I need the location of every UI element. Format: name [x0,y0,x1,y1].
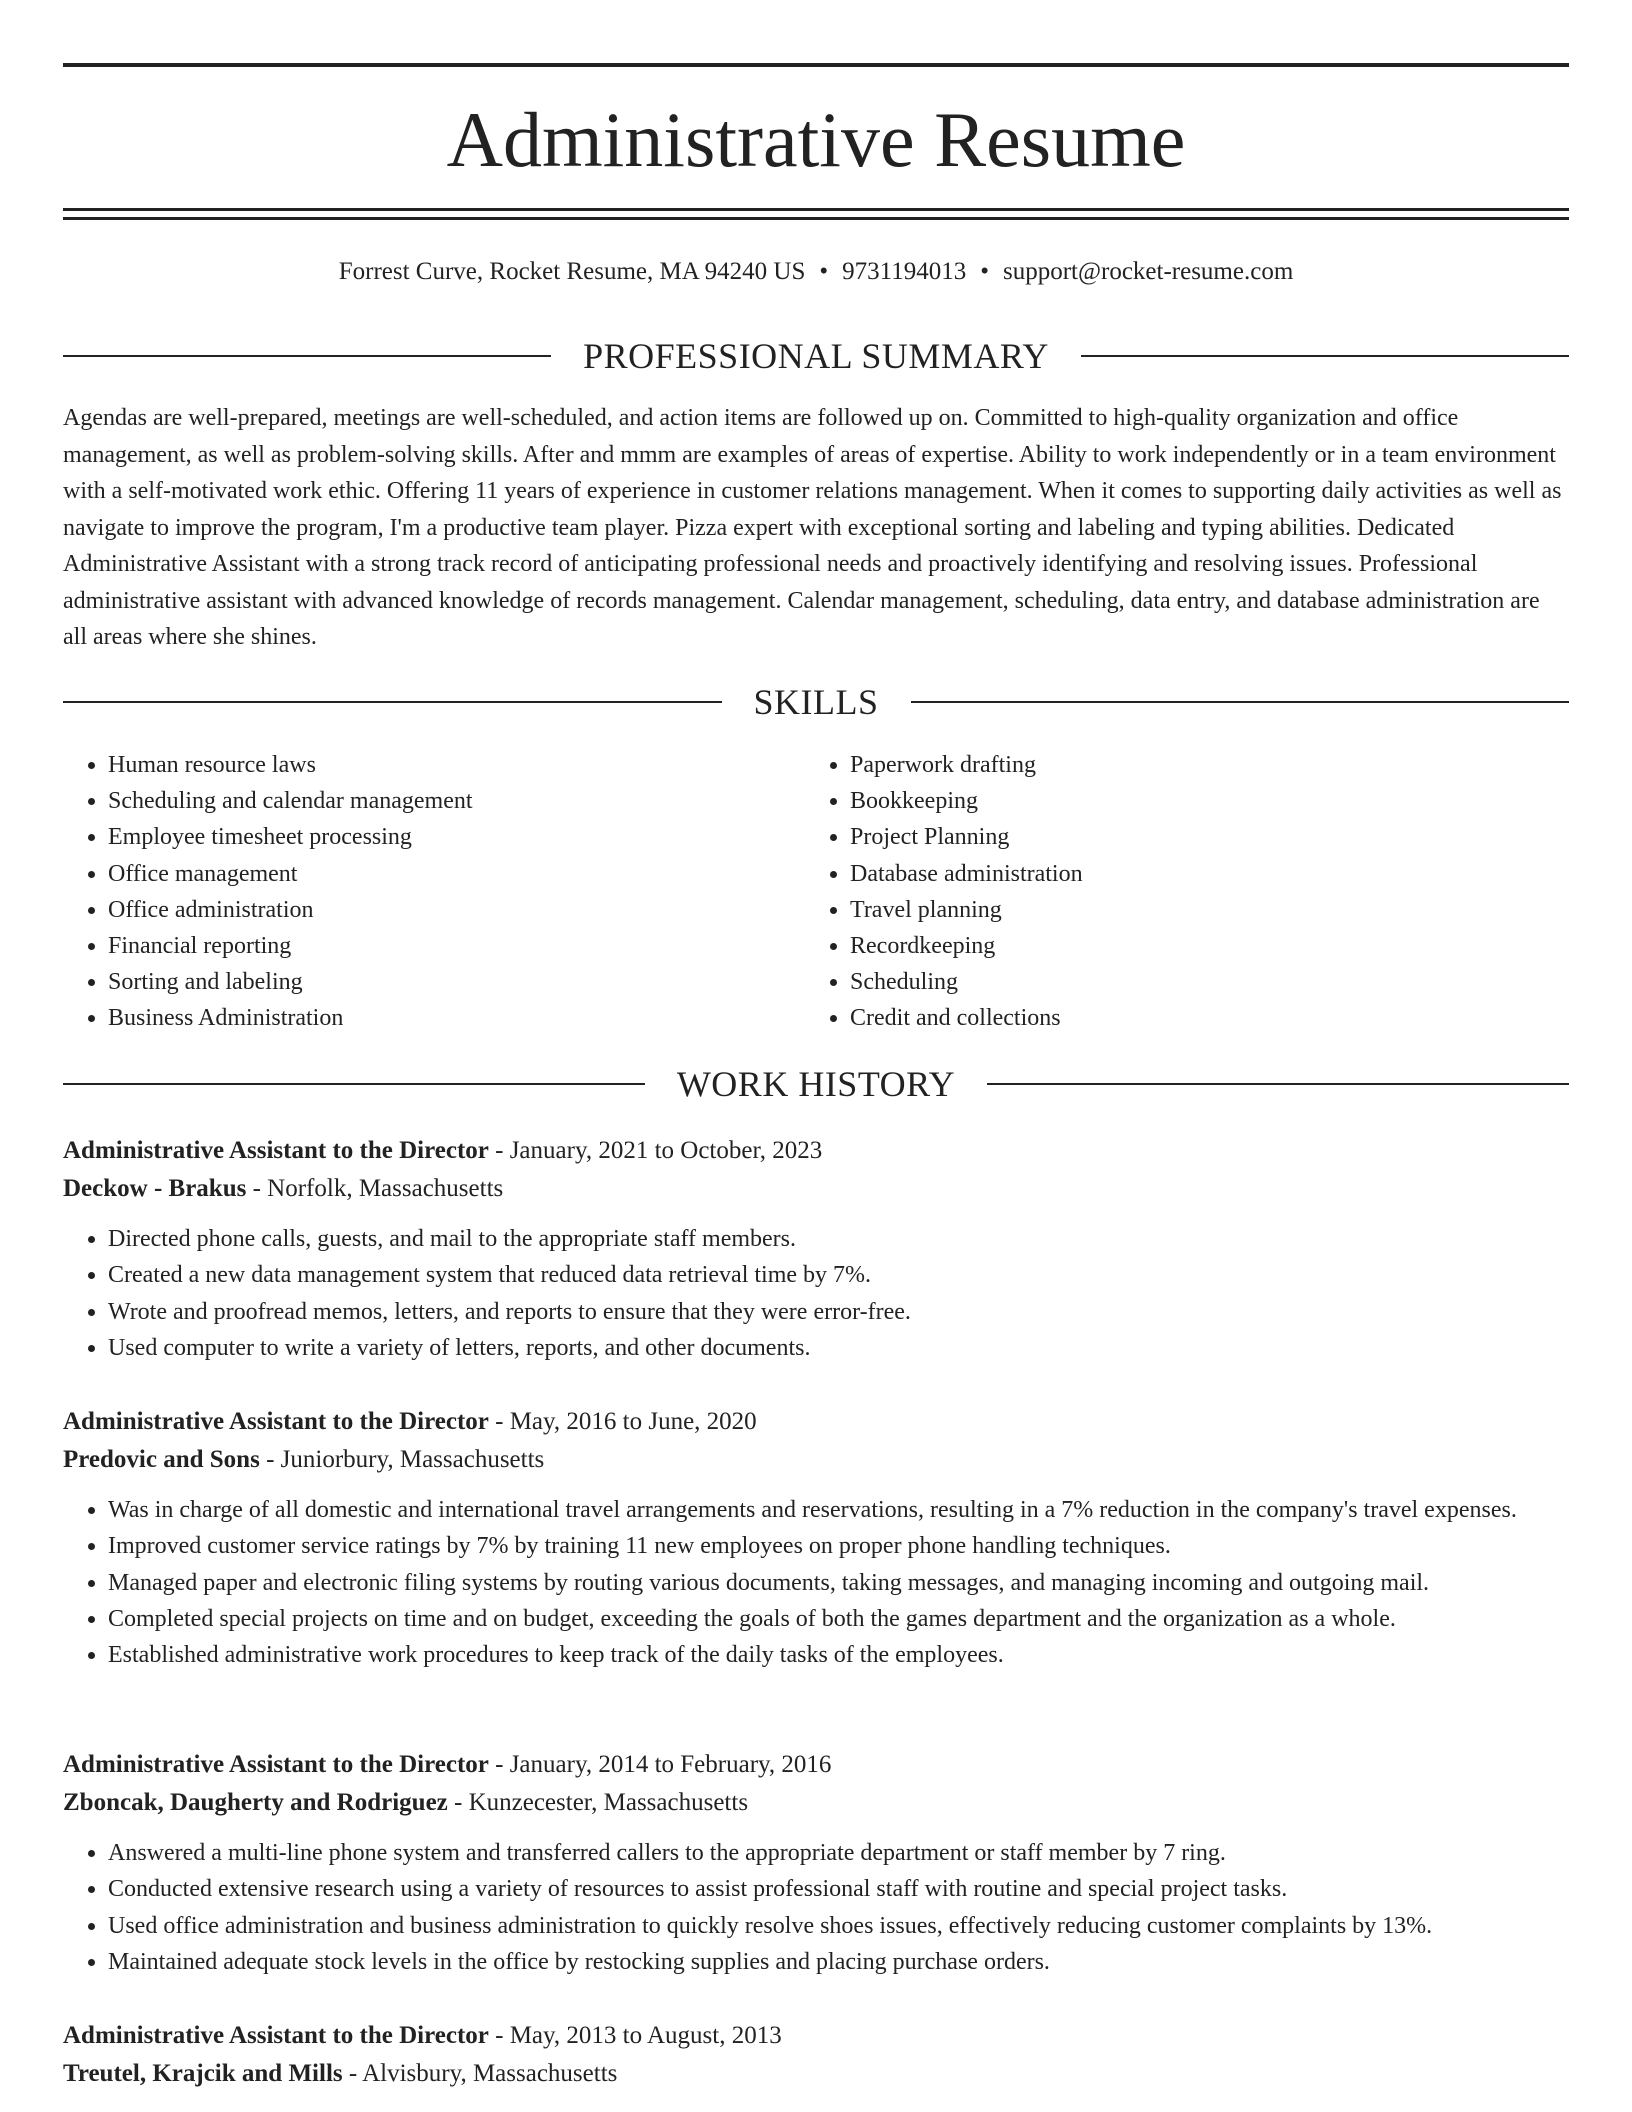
work-heading-text: WORK HISTORY [676,1064,956,1104]
skills-list-left [63,747,805,1037]
contact-separator: • [980,258,989,285]
top-rule [63,63,1569,67]
job-company: Treutel, Krajcik and Mills [63,2060,343,2087]
work-heading [63,1064,1569,1104]
job-company-line [63,2055,1569,2093]
skill-item: • Sorting and labeling [108,964,805,1000]
job-bullets [63,1221,1569,1366]
job-location: - Kunzecester, Massachusetts [447,1789,749,1816]
heading-rule [63,701,722,703]
job-title: Administrative Assistant to the Director [63,1408,489,1435]
job-entry [63,1403,1569,1673]
contact-separator: • [819,258,829,285]
heading-rule [911,701,1570,703]
job-entry [63,1132,1569,1366]
job-bullet: • Completed special projects on time and on budget, exceeding the goals of both the games department and the organization as a whole. [108,1601,1569,1637]
job-location: - Alvisbury, Massachusetts [342,2060,618,2087]
contact-address: Forrest Curve, Rocket Resume, MA 94240 US [338,258,806,285]
job-location: - Juniorbury, Massachusetts [259,1446,545,1473]
job-title: Administrative Assistant to the Director [63,1137,489,1164]
job-company: Predovic and Sons [63,1446,260,1473]
job-bullet: • Established administrative work procedures to keep track of the daily tasks of the employees. [108,1637,1569,1673]
job-bullet: • Created a new data management system that reduced data retrieval time by 7%. [108,1257,1569,1293]
skill-item: • Office management [108,856,805,892]
job-company-line [63,1441,1569,1479]
heading-rule [63,1083,645,1085]
job-dates: - January, 2014 to February, 2016 [488,1751,832,1778]
heading-rule [63,355,551,357]
job-company-line [63,1784,1569,1822]
heading-rule [987,1083,1569,1085]
skill-item: • Recordkeeping [850,928,1547,964]
job-bullets [63,1835,1569,1980]
job-bullet: • Managed paper and electronic filing systems by routing various documents, taking messages, and managing incoming and outgoing mail. [108,1565,1569,1601]
job-dates: - May, 2016 to June, 2020 [488,1408,757,1435]
skill-item: • Project Planning [850,819,1547,855]
contact-email: support@rocket-resume.com [1002,258,1294,285]
title-double-rule [63,208,1569,220]
job-dates: - May, 2013 to August, 2013 [488,2022,782,2049]
job-bullet: • Improved customer service ratings by 7% by training 11 new employees on proper phone handling techniques. [108,1528,1569,1564]
skill-item: • Business Administration [108,1000,805,1036]
heading-rule [1081,355,1569,357]
job-company-line [63,1170,1569,1208]
summary-heading-text: PROFESSIONAL SUMMARY [583,336,1049,376]
job-entry [63,2017,1569,2093]
skill-item: • Database administration [850,856,1547,892]
job-title: Administrative Assistant to the Director [63,2022,489,2049]
summary-heading [63,336,1569,376]
page-title: Administrative Resume [446,96,1186,183]
skills-heading-text: SKILLS [753,682,879,722]
job-company: Deckow - Brakus [63,1175,247,1202]
skill-item: • Office administration [108,892,805,928]
job-title: Administrative Assistant to the Director [63,1751,489,1778]
skill-item: • Credit and collections [850,1000,1547,1036]
job-location: - Norfolk, Massachusetts [246,1175,504,1202]
skill-item: • Employee timesheet processing [108,819,805,855]
skill-item: • Bookkeeping [850,783,1547,819]
job-title-line [63,1746,1569,1784]
skills-columns [63,747,1569,1037]
summary-paragraph: Agendas are well-prepared, meetings are well-scheduled, and action items are followed up on. Committed to high-quality organization and office management, as well as problem-solving skills. After and mmm are examples of areas of expertise. Ability to work independently or in a team environment with a self-motivated work ethic. Offering 11 years of experience in customer relations management. When it comes to supporting daily activities as well as navigate to improve the program, I'm a productive team player. Pizza expert with exceptional sorting and labeling and typing abilities. Dedicated Administrative Assistant with a strong track record of anticipating professional needs and proactively identifying and resolving issues. Professional administrative assistant with advanced knowledge of records management. Calendar management, scheduling, data entry, and database administration are all areas where she shines. [63,405,1562,650]
skills-heading [63,682,1569,722]
job-title-line [63,1403,1569,1441]
job-bullet: • Was in charge of all domestic and international travel arrangements and reservations, resulting in a 7% reduction in the company's travel expenses. [108,1492,1569,1528]
job-dates: - January, 2021 to October, 2023 [488,1137,823,1164]
skill-item: • Travel planning [850,892,1547,928]
job-bullet: • Used office administration and business administration to quickly resolve shoes issues, effectively reducing customer complaints by 13%. [108,1908,1569,1944]
job-bullet: • Directed phone calls, guests, and mail to the appropriate staff members. [108,1221,1569,1257]
job-bullets [63,1492,1569,1673]
job-title-line [63,2017,1569,2055]
job-bullet: • Used computer to write a variety of letters, reports, and other documents. [108,1330,1569,1366]
job-title-line [63,1132,1569,1170]
skills-list-right [805,747,1547,1037]
contact-phone: 9731194013 [842,258,967,285]
skill-item: • Scheduling [850,964,1547,1000]
contact-line [63,254,1569,290]
skill-item: • Scheduling and calendar management [108,783,805,819]
job-bullet: • Conducted extensive research using a variety of resources to assist professional staff with routine and special project tasks. [108,1871,1569,1907]
job-entry [63,1746,1569,1980]
job-bullet: • Wrote and proofread memos, letters, and reports to ensure that they were error-free. [108,1294,1569,1330]
job-bullet: • Maintained adequate stock levels in the office by restocking supplies and placing purchase orders. [108,1944,1569,1980]
skill-item: • Human resource laws [108,747,805,783]
skill-item: • Financial reporting [108,928,805,964]
job-company: Zboncak, Daugherty and Rodriguez [63,1789,448,1816]
job-bullet: • Answered a multi-line phone system and transferred callers to the appropriate department or staff member by 7 ring. [108,1835,1569,1871]
skill-item: • Paperwork drafting [850,747,1547,783]
